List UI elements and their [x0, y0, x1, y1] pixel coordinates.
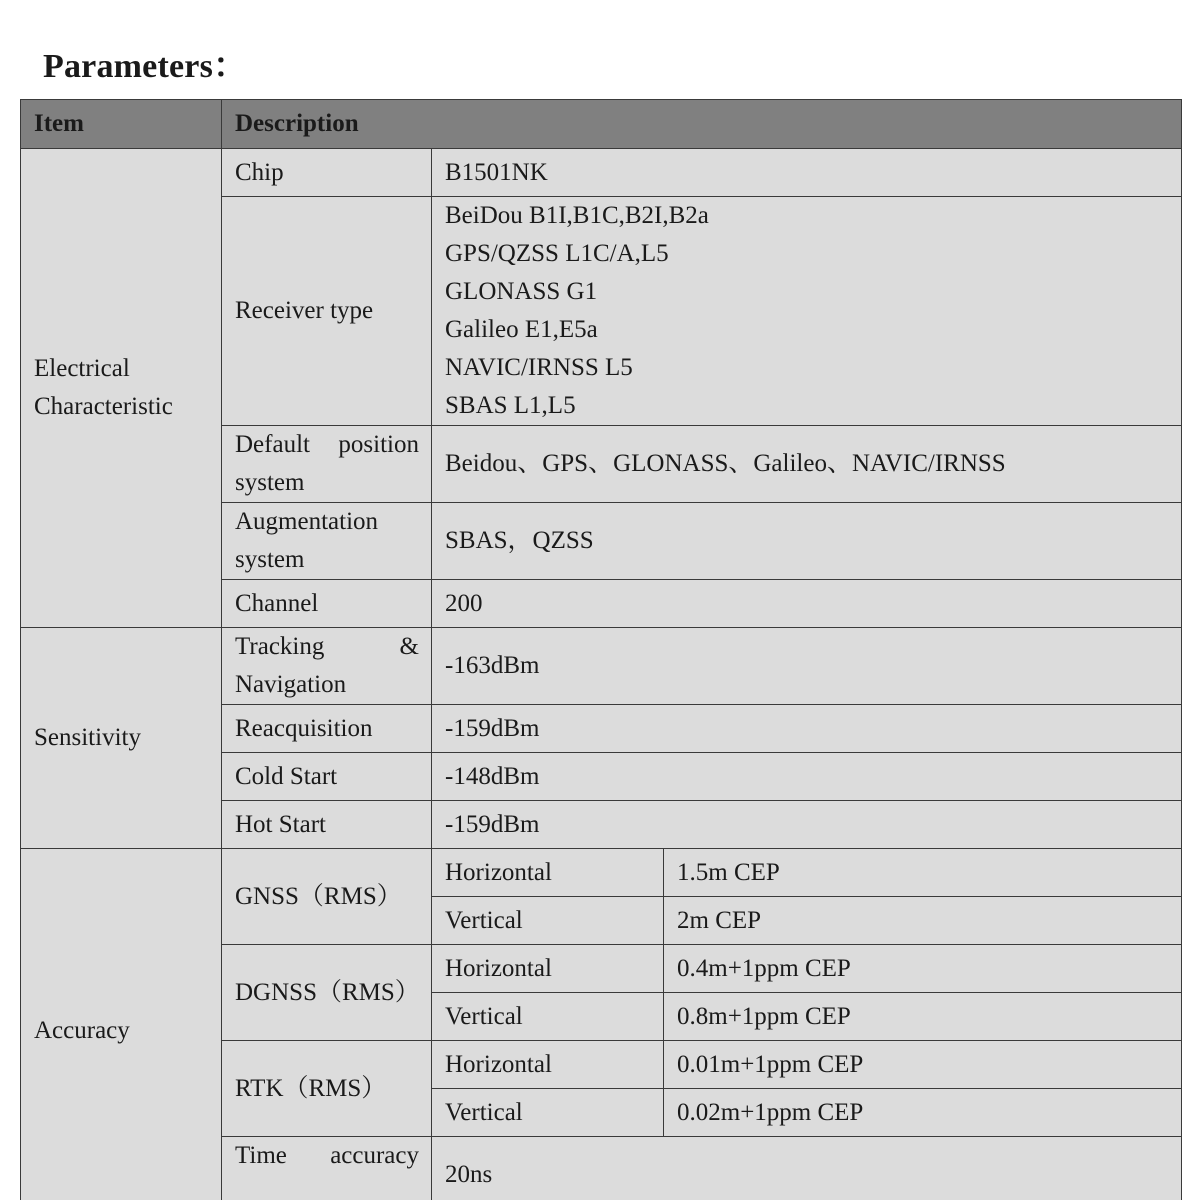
label-line: Tracking &: [235, 633, 419, 660]
param-label-hot-start: Hot Start: [222, 801, 432, 849]
sub-label-horizontal: Horizontal: [432, 1041, 664, 1089]
table-header-row: [21, 100, 1182, 149]
page-title: Parameters：: [43, 48, 248, 85]
label-line: Default position: [235, 431, 419, 458]
group-label-line: Characteristic: [34, 393, 173, 420]
param-value-dgnss-horizontal: 0.4m+1ppm CEP: [664, 945, 1182, 993]
param-value-rtk-vertical: 0.02m+1ppm CEP: [664, 1089, 1182, 1137]
param-value-gnss-horizontal: 1.5m CEP: [664, 849, 1182, 897]
parameters-table: [20, 99, 1182, 1200]
param-value-reacquisition: -159dBm: [432, 705, 1182, 753]
param-value-gnss-vertical: 2m CEP: [664, 897, 1182, 945]
param-value-default-position-system: Beidou、GPS、GLONASS、Galileo、NAVIC/IRNSS: [432, 426, 1182, 503]
header-description: Description: [222, 100, 1182, 149]
param-value-tracking-navigation: -163dBm: [432, 628, 1182, 705]
table-row-gnss-horizontal: [21, 849, 1182, 897]
param-value-cold-start: -148dBm: [432, 753, 1182, 801]
param-value-dgnss-vertical: 0.8m+1ppm CEP: [664, 993, 1182, 1041]
param-value-hot-start: -159dBm: [432, 801, 1182, 849]
param-label-time-accuracy: [222, 1137, 432, 1200]
sub-label-horizontal: Horizontal: [432, 849, 664, 897]
header-item: Item: [21, 100, 222, 149]
param-value-receiver-type: [432, 197, 1182, 426]
param-label-augmentation-system: [222, 503, 432, 580]
receiver-type-line: SBAS L1,L5: [445, 392, 576, 419]
param-label-cold-start: Cold Start: [222, 753, 432, 801]
group-sensitivity: Sensitivity: [21, 628, 222, 849]
param-value-rtk-horizontal: 0.01m+1ppm CEP: [664, 1041, 1182, 1089]
param-value-augmentation-system: SBAS，QZSS: [432, 503, 1182, 580]
table-row-tracking-navigation: [21, 628, 1182, 705]
label-line: Navigation: [235, 671, 347, 698]
group-label-line: Electrical: [34, 355, 130, 382]
param-label-channel: Channel: [222, 580, 432, 628]
sub-label-horizontal: Horizontal: [432, 945, 664, 993]
label-line: system: [235, 546, 305, 573]
param-value-channel: 200: [432, 580, 1182, 628]
param-label-receiver-type: Receiver type: [222, 197, 432, 426]
receiver-type-line: GPS/QZSS L1C/A,L5: [445, 240, 669, 267]
param-label-reacquisition: Reacquisition: [222, 705, 432, 753]
param-value-time-accuracy: 20ns: [432, 1137, 1182, 1200]
label-line: Augmentation: [235, 508, 379, 535]
group-accuracy: Accuracy: [21, 849, 222, 1200]
group-electrical-characteristic: [21, 149, 222, 628]
param-label-default-position-system: [222, 426, 432, 503]
label-line: Time accuracy: [235, 1142, 419, 1169]
param-label-chip: Chip: [222, 149, 432, 197]
param-label-gnss-rms: GNSS（RMS）: [222, 849, 432, 945]
sub-label-vertical: Vertical: [432, 1089, 664, 1137]
param-label-rtk-rms: RTK（RMS）: [222, 1041, 432, 1137]
param-value-chip: B1501NK: [432, 149, 1182, 197]
receiver-type-line: Galileo E1,E5a: [445, 316, 598, 343]
sub-label-vertical: Vertical: [432, 897, 664, 945]
receiver-type-line: BeiDou B1I,B1C,B2I,B2a: [445, 202, 709, 229]
receiver-type-line: NAVIC/IRNSS L5: [445, 354, 633, 381]
param-label-tracking-navigation: [222, 628, 432, 705]
receiver-type-line: GLONASS G1: [445, 278, 598, 305]
table-row-chip: [21, 149, 1182, 197]
label-line: system: [235, 469, 305, 496]
param-label-dgnss-rms: DGNSS（RMS）: [222, 945, 432, 1041]
sub-label-vertical: Vertical: [432, 993, 664, 1041]
